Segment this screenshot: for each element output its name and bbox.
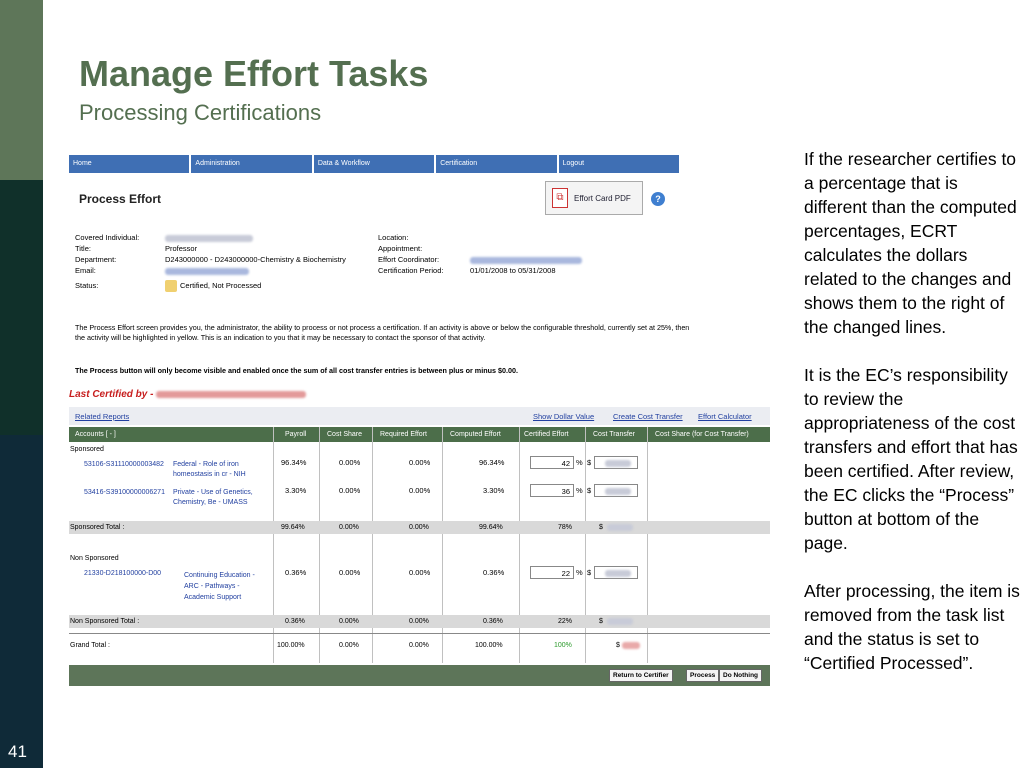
cost-share-value: 0.00% bbox=[339, 458, 361, 467]
status-value: Certified, Not Processed bbox=[180, 281, 262, 290]
payroll-value: 0.36% bbox=[285, 568, 307, 577]
account-link[interactable]: 53106-S31110000003482 bbox=[84, 461, 164, 468]
nav-administration[interactable]: Administration bbox=[191, 155, 313, 173]
activity-name[interactable]: Private - Use of Genetics, Chemistry, Be - UMASS bbox=[173, 489, 253, 506]
col-cost-share-ct: Cost Share (for Cost Transfer) bbox=[655, 431, 749, 438]
nav-data-workflow[interactable]: Data & Workflow bbox=[314, 155, 436, 173]
side-paragraph: If the researcher certifies to a percentage that is different than the computed percentages, ECRT calculates the dollars related to the changes and shows them to the right of the changed lines. bbox=[804, 149, 1017, 337]
effort-card-pdf-button[interactable] bbox=[545, 181, 643, 215]
payroll-value: 96.34% bbox=[281, 458, 307, 467]
period-value: 01/01/2008 to 05/31/2008 bbox=[470, 266, 556, 275]
certified-status-icon bbox=[165, 280, 177, 292]
status-label: Status: bbox=[75, 281, 99, 290]
total-label: Non Sponsored Total : bbox=[70, 618, 140, 625]
cost-transfer-input[interactable] bbox=[594, 566, 638, 579]
side-paragraph: It is the EC’s responsibility to review the appropriateness of the cost transfers and effort that has been certified. After review, the EC clicks the “Process” button at bottom of the page. bbox=[804, 365, 1018, 553]
effort-calculator-link[interactable]: Effort Calculator bbox=[698, 412, 752, 421]
total-cost-share: 0.00% bbox=[339, 524, 359, 531]
dept-value: D243000000 - D243000000-Chemistry & Biochemistry bbox=[165, 255, 346, 264]
total-payroll: 99.64% bbox=[281, 524, 305, 531]
dollar-sign: $ bbox=[587, 458, 592, 467]
dollar-sign: $ bbox=[587, 486, 592, 495]
required-effort-value: 0.00% bbox=[409, 568, 431, 577]
location-label: Location: bbox=[378, 233, 409, 242]
certified-effort-input[interactable]: 42 bbox=[530, 456, 574, 469]
pdf-button-label: Effort Card PDF bbox=[574, 194, 631, 203]
sponsored-total-row bbox=[69, 521, 770, 534]
info-right bbox=[378, 232, 678, 276]
total-cost-share: 0.00% bbox=[339, 618, 359, 625]
covered-label: Covered Individual: bbox=[75, 233, 140, 242]
show-dollar-value-link[interactable]: Show Dollar Value bbox=[533, 412, 595, 421]
cost-transfer-input[interactable] bbox=[594, 456, 638, 469]
col-computed-effort: Computed Effort bbox=[450, 431, 501, 438]
total-ct-redacted bbox=[607, 524, 633, 531]
cost-share-value: 0.00% bbox=[339, 486, 361, 495]
col-payroll: Payroll bbox=[285, 431, 307, 438]
last-certified-text: Last Certified by - bbox=[69, 389, 154, 400]
left-bar-top bbox=[0, 0, 43, 180]
email-label: Email: bbox=[75, 266, 96, 275]
cost-transfer-redacted bbox=[605, 460, 631, 467]
slide-title: Manage Effort Tasks bbox=[79, 53, 429, 94]
sponsored-section-label: Sponsored bbox=[70, 446, 104, 453]
computed-effort-value: 96.34% bbox=[479, 458, 505, 467]
total-label: Sponsored Total : bbox=[70, 524, 125, 531]
related-reports-link[interactable]: Related Reports bbox=[75, 412, 130, 421]
grand-total-row bbox=[69, 639, 770, 652]
last-certified-label bbox=[69, 389, 306, 400]
total-computed: 99.64% bbox=[479, 524, 503, 531]
col-required-effort: Required Effort bbox=[380, 431, 427, 438]
action-bar bbox=[69, 665, 770, 686]
total-certified: 22% bbox=[558, 618, 573, 625]
grand-total-certified: 100% bbox=[554, 642, 572, 649]
total-ct-redacted bbox=[607, 618, 633, 625]
percent-sign: % bbox=[576, 568, 583, 577]
nav-certification[interactable]: Certification bbox=[436, 155, 558, 173]
title-value: Professor bbox=[165, 244, 198, 253]
side-paragraph: After processing, the item is removed from the task list and the status is set to “Certified Processed”. bbox=[804, 581, 1020, 673]
grand-total-payroll: 100.00% bbox=[277, 642, 305, 649]
appointment-label: Appointment: bbox=[378, 244, 423, 253]
create-cost-transfer-link[interactable]: Create Cost Transfer bbox=[613, 412, 683, 421]
cost-transfer-redacted bbox=[605, 488, 631, 495]
activity-name[interactable]: Continuing Education - ARC - Pathways - Academic Support bbox=[184, 572, 255, 601]
slide-subtitle: Processing Certifications bbox=[79, 100, 322, 125]
coordinator-value-redacted bbox=[470, 257, 582, 264]
total-required: 0.00% bbox=[409, 618, 429, 625]
cost-transfer-input[interactable] bbox=[594, 484, 638, 497]
computed-effort-value: 0.36% bbox=[483, 568, 505, 577]
cost-share-value: 0.00% bbox=[339, 568, 361, 577]
report-links-bar bbox=[69, 407, 770, 425]
email-value-redacted bbox=[165, 268, 249, 275]
required-effort-value: 0.00% bbox=[409, 486, 431, 495]
nav-home[interactable]: Home bbox=[69, 155, 191, 173]
do-nothing-button[interactable]: Do Nothing bbox=[719, 669, 762, 682]
process-effort-screenshot bbox=[69, 155, 770, 690]
total-payroll: 0.36% bbox=[285, 618, 305, 625]
pdf-icon: ⧉ bbox=[552, 188, 568, 208]
grand-total-required: 0.00% bbox=[409, 642, 429, 649]
process-notice: The Process button will only become visible and enabled once the sum of all cost transfer entries is between plus or minus $0.00. bbox=[75, 366, 518, 375]
left-bar-lower bbox=[0, 435, 43, 768]
return-to-certifier-button[interactable]: Return to Certifier bbox=[609, 669, 673, 682]
grand-total-divider bbox=[69, 633, 770, 634]
total-required: 0.00% bbox=[409, 524, 429, 531]
info-left bbox=[75, 232, 375, 292]
required-effort-value: 0.00% bbox=[409, 458, 431, 467]
grand-total-ct-redacted bbox=[622, 642, 640, 649]
percent-sign: % bbox=[576, 486, 583, 495]
top-nav bbox=[69, 155, 681, 173]
dollar-sign: $ bbox=[587, 568, 592, 577]
grand-total-ct-dollar: $ bbox=[616, 642, 620, 649]
total-ct-dollar: $ bbox=[599, 524, 603, 531]
col-cost-transfer: Cost Transfer bbox=[593, 431, 636, 438]
percent-sign: % bbox=[576, 458, 583, 467]
grand-total-label: Grand Total : bbox=[70, 642, 110, 649]
computed-effort-value: 3.30% bbox=[483, 486, 505, 495]
help-icon[interactable]: ? bbox=[651, 192, 665, 206]
col-cost-share: Cost Share bbox=[327, 431, 363, 438]
total-certified: 78% bbox=[558, 524, 573, 531]
payroll-value: 3.30% bbox=[285, 486, 307, 495]
covered-value-redacted bbox=[165, 235, 253, 242]
non-sponsored-total-row bbox=[69, 615, 770, 628]
description-text: The Process Effort screen provides you, the administrator, the ability to process or not process a certification. If an activity is above or below the configurable threshold, currently set at 25%, then the activity will be highlighted in yellow. This is an indication to you that it may be necessary to contact the sponsor of that activity. bbox=[75, 323, 690, 342]
col-certified-effort: Certified Effort bbox=[524, 431, 569, 438]
account-link[interactable]: 21330-D218100000-D00 bbox=[84, 570, 162, 577]
coordinator-label: Effort Coordinator: bbox=[378, 255, 440, 264]
cost-transfer-redacted bbox=[605, 570, 631, 577]
activity-name[interactable]: Federal - Role of iron homeostasis in cr - NIH bbox=[173, 461, 246, 478]
dept-label: Department: bbox=[75, 255, 117, 264]
total-ct-dollar: $ bbox=[599, 618, 603, 625]
title-label: Title: bbox=[75, 244, 91, 253]
page-title: Process Effort bbox=[79, 192, 162, 206]
col-accounts[interactable]: Accounts [ - ] bbox=[75, 431, 116, 438]
certified-effort-input[interactable]: 36 bbox=[530, 484, 574, 497]
total-computed: 0.36% bbox=[483, 618, 503, 625]
grand-total-computed: 100.00% bbox=[475, 642, 503, 649]
process-button[interactable]: Process bbox=[686, 669, 719, 682]
non-sponsored-section-label: Non Sponsored bbox=[70, 555, 119, 562]
account-link[interactable]: 53416-S39100000006271 bbox=[84, 489, 165, 496]
grand-total-cost-share: 0.00% bbox=[339, 642, 359, 649]
period-label: Certification Period: bbox=[378, 266, 444, 275]
certified-effort-input[interactable]: 22 bbox=[530, 566, 574, 579]
slide-number: 41 bbox=[8, 742, 27, 761]
last-certified-redacted bbox=[156, 391, 306, 398]
side-notes bbox=[804, 147, 1020, 699]
effort-table-header bbox=[69, 427, 770, 442]
nav-logout[interactable]: Logout bbox=[559, 155, 681, 173]
